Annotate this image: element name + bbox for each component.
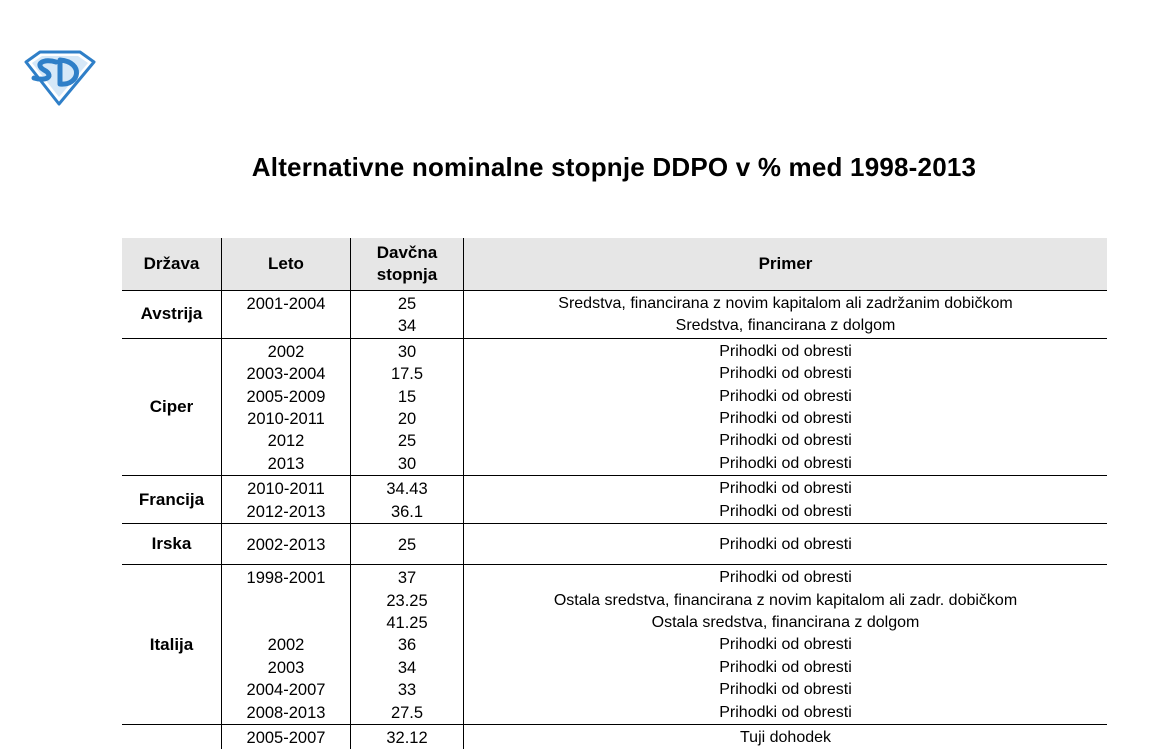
stopnja-cell: 36	[397, 636, 417, 655]
leto-cell: 2001-2004	[246, 295, 326, 313]
stopnja-column	[350, 524, 463, 564]
primer-cell: Prihodki od obresti	[719, 387, 852, 405]
leto-column	[221, 476, 350, 523]
leto-cell: 2002	[267, 636, 305, 655]
stopnja-cell: 25	[397, 432, 417, 451]
stopnja-cell: 30	[397, 454, 417, 473]
primer-column	[463, 524, 1107, 564]
country-group	[122, 339, 1107, 476]
header-primer: Primer	[463, 238, 1107, 290]
primer-cell: Sredstva, financirana z dolgom	[675, 317, 896, 335]
leto-cell: 1998-2001	[246, 569, 326, 588]
leto-column	[221, 524, 350, 564]
primer-cell: Sredstva, financirana z novim kapitalom ali zadržanim dobičkom	[558, 295, 1013, 312]
stopnja-cell: 17.5	[390, 365, 424, 384]
country-group	[122, 476, 1107, 524]
primer-cell: Prihodki od obresti	[719, 342, 852, 360]
stopnja-cell: 23.25	[386, 591, 428, 610]
header-drzava: Država	[143, 254, 200, 273]
primer-cell: Prihodki od obresti	[719, 409, 852, 427]
country-group	[122, 565, 1107, 725]
table-header	[122, 238, 1107, 291]
leto-cell: 2008-2013	[246, 703, 326, 722]
primer-cell: Prihodki od obresti	[719, 432, 852, 450]
country-cell: Irska	[151, 534, 192, 554]
country-cell: Ciper	[149, 396, 194, 416]
leto-column	[221, 725, 350, 749]
stopnja-cell: 25	[397, 295, 417, 313]
header-stopnja-line1: Davčna	[376, 243, 438, 262]
stopnja-cell: 41.25	[386, 614, 428, 633]
primer-cell: Prihodki od obresti	[719, 454, 852, 472]
leto-cell: 2004-2007	[246, 681, 326, 700]
primer-cell: Prihodki od obresti	[719, 703, 852, 721]
country-cell: Avstrija	[140, 304, 203, 324]
stopnja-column	[350, 565, 463, 724]
primer-cell: Prihodki od obresti	[719, 365, 852, 383]
stopnja-cell: 36.1	[390, 502, 424, 521]
country-cell: Italija	[149, 634, 194, 654]
stopnja-column	[350, 339, 463, 475]
primer-cell: Prihodki od obresti	[719, 502, 852, 520]
country-cell	[122, 725, 221, 749]
primer-cell: Prihodki od obresti	[719, 535, 852, 553]
stopnja-cell: 33	[397, 681, 417, 700]
country-group	[122, 291, 1107, 339]
stopnja-cell: 32.12	[386, 729, 428, 748]
leto-cell	[222, 315, 350, 337]
stopnja-cell: 15	[397, 387, 417, 406]
primer-cell: Prihodki od obresti	[719, 636, 852, 654]
primer-cell: Ostala sredstva, financirana z novim kapitalom ali zadr. dobičkom	[553, 591, 1018, 609]
stopnja-cell: 27.5	[390, 703, 424, 722]
stopnja-cell: 37	[397, 569, 417, 588]
leto-cell: 2003-2004	[246, 365, 326, 384]
country-group	[122, 524, 1107, 565]
header-leto: Leto	[221, 238, 350, 290]
stopnja-cell: 34	[397, 658, 417, 677]
primer-cell: Ostala sredstva, financirana z dolgom	[651, 614, 920, 632]
stopnja-column	[350, 476, 463, 523]
primer-cell: Prihodki od obresti	[719, 658, 852, 676]
leto-column	[221, 291, 350, 338]
primer-column	[463, 565, 1107, 724]
primer-cell: Prihodki od obresti	[719, 569, 852, 587]
stopnja-cell: 25	[397, 535, 417, 554]
primer-cell: Prihodki od obresti	[719, 480, 852, 498]
leto-cell: 2002-2013	[246, 535, 326, 554]
page-title: Alternativne nominalne stopnje DDPO v % med 1998-2013	[251, 152, 977, 182]
primer-column	[463, 476, 1107, 523]
primer-cell: Prihodki od obresti	[719, 681, 852, 699]
leto-column	[221, 339, 350, 475]
leto-cell	[222, 590, 350, 612]
table-body	[122, 291, 1107, 749]
stopnja-cell: 30	[397, 342, 417, 361]
country-group	[122, 725, 1107, 749]
stopnja-cell: 34.43	[386, 480, 428, 499]
leto-cell: 2010-2011	[247, 409, 325, 428]
leto-cell: 2012-2013	[246, 502, 326, 521]
country-cell: Francija	[138, 489, 205, 509]
leto-cell: 2010-2011	[247, 480, 325, 499]
sd-logo	[22, 48, 96, 106]
stopnja-column	[350, 291, 463, 338]
leto-cell	[222, 612, 350, 634]
header-stopnja	[350, 238, 463, 290]
stopnja-cell: 20	[397, 409, 417, 428]
leto-cell: 2005-2009	[246, 387, 326, 406]
leto-cell: 2003	[267, 658, 305, 677]
primer-column	[463, 725, 1107, 749]
rates-table	[122, 238, 1107, 749]
header-stopnja-line2: stopnja	[376, 265, 438, 284]
leto-cell: 2013	[267, 454, 305, 473]
primer-cell: Tuji dohodek	[739, 729, 832, 747]
leto-column	[221, 565, 350, 724]
primer-column	[463, 339, 1107, 475]
leto-cell: 2012	[267, 432, 305, 451]
stopnja-column	[350, 725, 463, 749]
leto-cell: 2005-2007	[246, 729, 326, 748]
stopnja-cell: 34	[397, 317, 417, 336]
primer-column	[463, 291, 1107, 338]
leto-cell: 2002	[267, 342, 305, 361]
